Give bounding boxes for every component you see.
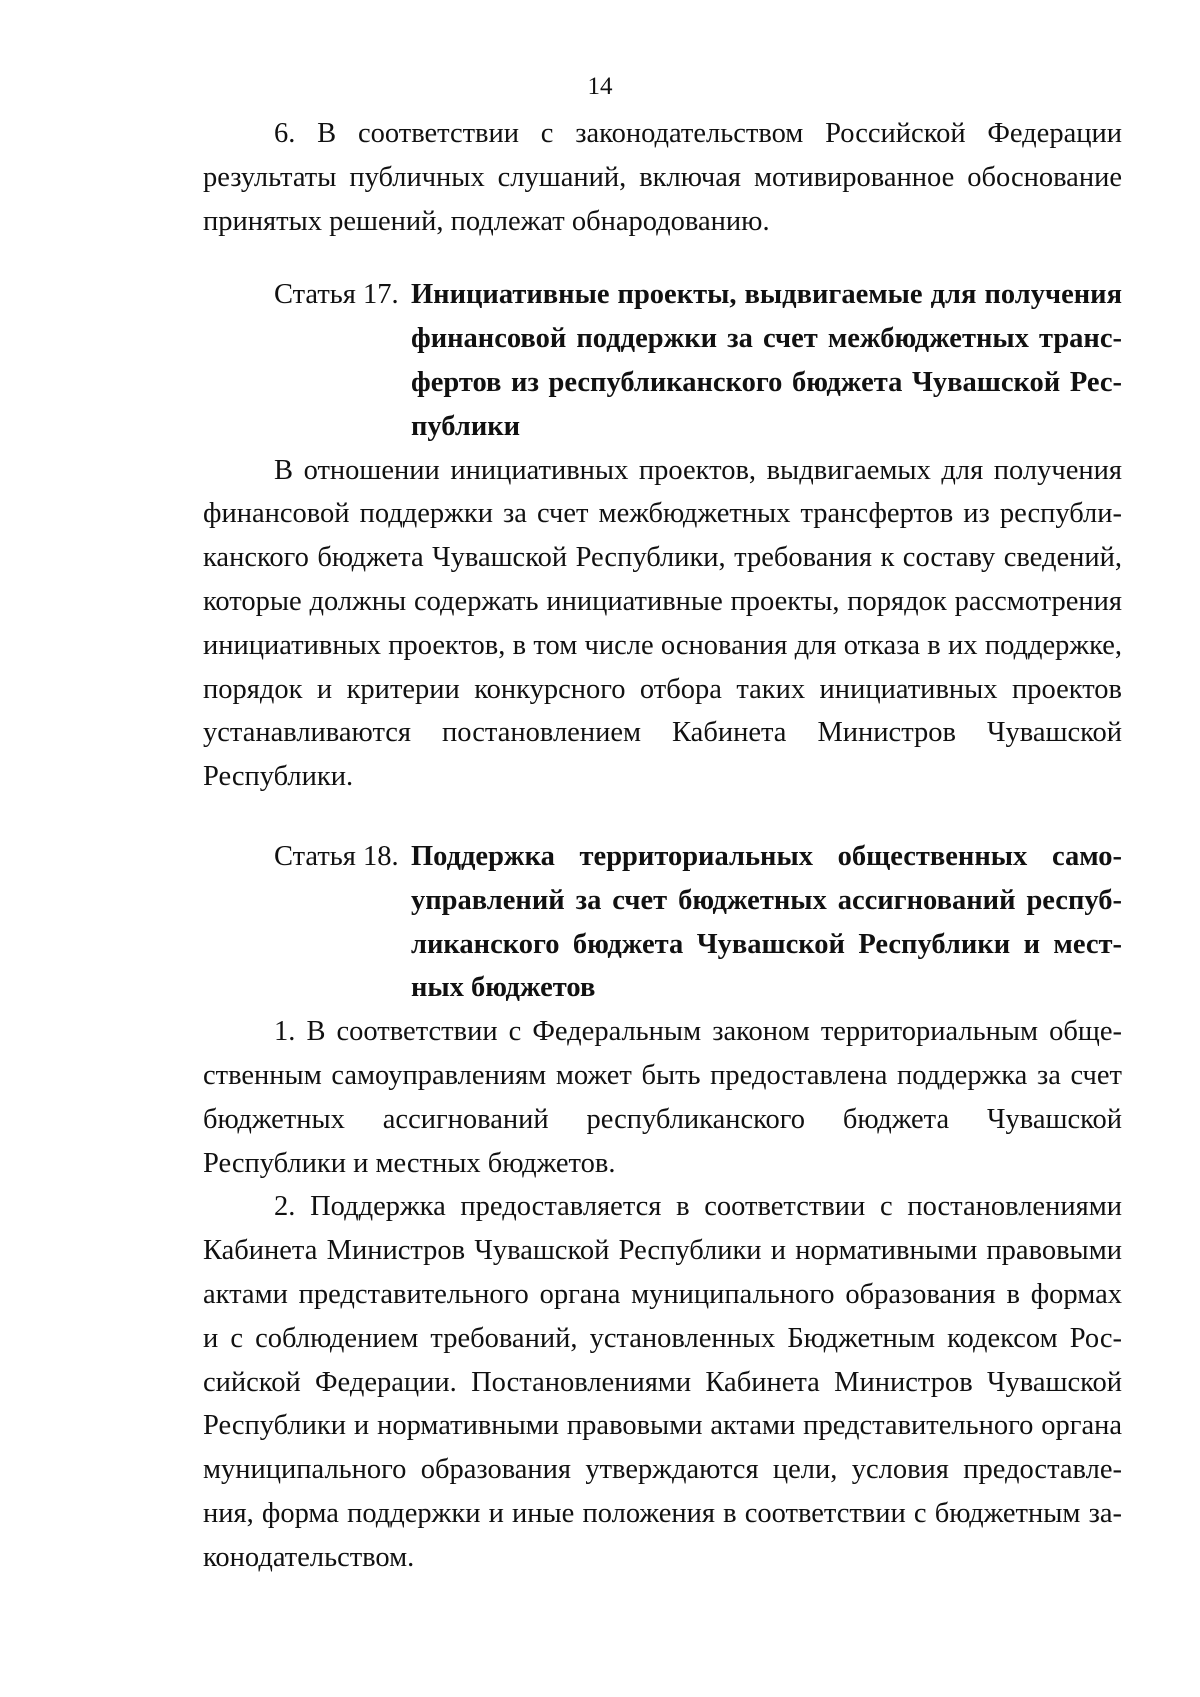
article-17 bbox=[203, 273, 1122, 448]
article-18-label: Статья 18. bbox=[274, 840, 399, 872]
article-18-paragraph-2: 2. Поддержка предоставляется в соответствии с постановлениями Кабинета Министров Чувашской Республики и нормативными правовыми актами представительного органа муниципального образования в формах и с соблюдением требований, установленных Бюджетным кодексом Российской Федерации. Постановлениями Кабинета Министров Чувашской Республики и нормативными правовыми актами представительного органа муниципального образования утверждаются цели, условия предоставления, форма поддержки и иные положения в соответствии с бюджетным законодательством. bbox=[203, 1191, 1122, 1573]
article-17-label: Статья 17. bbox=[274, 279, 399, 311]
article-17-title: Инициативные проекты, выдвигаемые для получения финансовой поддержки за счет межбюджетных трансфертов из республиканского бюджета Чувашской Республики bbox=[411, 279, 1122, 442]
document-body bbox=[203, 112, 1122, 1580]
page-number: 14 bbox=[587, 73, 613, 100]
article-18 bbox=[203, 835, 1122, 1010]
paragraph-item-6: 6. В соответствии с законодательством Российской Федерации результаты публичных слушаний, включая мотивированное обоснование принятых решений, подлежат обнародованию. bbox=[203, 118, 1122, 237]
article-18-title: Поддержка территориальных общественных самоуправлений за счет бюджетных ассигнований республиканского бюджета Чувашской Республики и местных бюджетов bbox=[411, 840, 1122, 1004]
article-17-paragraph: В отношении инициативных проектов, выдвигаемых для получения финансовой поддержки за счет межбюджетных трансфертов из республиканского бюджета Чувашской Республики, требования к составу сведений, которые должны содержать инициативные проекты, порядок рассмотрения инициативных проектов, в том числе основания для отказа в их поддержке, порядок и критерии конкурсного отбора таких инициативных проектов устанавливаются постановлением Кабинета Министров Чувашской Республики. bbox=[203, 454, 1122, 793]
article-18-paragraph-1: 1. В соответствии с Федеральным законом территориальным общественным самоуправлениям может быть предоставлена поддержка за счет бюджетных ассигнований республиканского бюджета Чувашской Республики и местных бюджетов. bbox=[203, 1016, 1122, 1179]
